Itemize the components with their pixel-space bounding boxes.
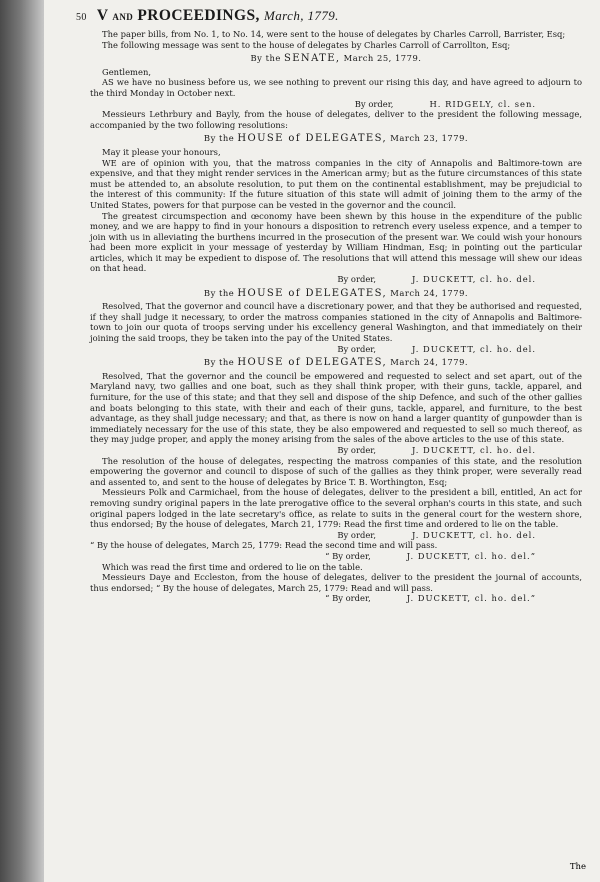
second-reading-line: “ By the house of delegates, March 25, 1779: Read the second time and will pass. (90, 540, 438, 551)
caption-by: By the (203, 287, 235, 298)
resolution-gallies (90, 371, 582, 445)
signer: J. DUCKETT, cl. ho. del.” (406, 593, 536, 604)
running-head-proceedings: PROCEEDINGS, (137, 7, 260, 24)
signer: J. DUCKETT, cl. ho. del. (412, 444, 536, 455)
delegates-salutation: May it please your honours, (102, 146, 221, 157)
resolutions-assented-paragraph: The resolution of the house of delegates, respecting the matross companies of this state, and the resolution empowering the governor and council to dispose of such of the gallies as they think proper, were severally read and assented to, and sent to the house of delegates by Brice T. B. Worthington, Esq; (90, 455, 582, 487)
caption-date: March 24, 1779. (390, 357, 469, 368)
caption-date: March 24, 1779. (390, 287, 469, 298)
senate-caption-date: March 25, 1779. (343, 53, 422, 64)
by-order: By order, (337, 343, 377, 354)
delegates-signature-3 (90, 445, 582, 456)
resolution-body: That the governor and council have a discretionary power, and that they be authorised and requested, if they shall judge it necessary, to order the matross companies stationed in the city of Annapolis and Baltimore-town to join our quota of troops serving under his excellency general Washington, and that immediately on their joining the said troops, they be taken into the pay of the United States. (90, 301, 582, 344)
first-reading-line: Which was read the first time and ordered to lie on the table. (102, 561, 363, 572)
bills-sent-paragraph: The paper bills, from No. 1, to No. 14, were sent to the house of delegates by Charles Carroll, Barrister, Esq; (102, 29, 566, 39)
senate-caption (90, 53, 582, 65)
resolution-matross (90, 301, 582, 343)
caption-house: HOUSE of DELEGATES, (237, 357, 388, 369)
senate-signature (90, 99, 582, 110)
bill-delivered-paragraph: Messieurs Polk and Carmichael, from the house of delegates, deliver to the president a bill, entitled, An act for removing sundry original papers in the late prerogative office to the several orphan's courts in this state, and such original papers lodged in the late secretary's office, as relate to suits in the general court for the western shore, thus endorsed; By the house of delegates, March 21, 1779: Read the first time and ordered to lie on the table. (90, 487, 582, 530)
catchword: The (569, 862, 586, 872)
senate-caption-name: SENATE, (283, 53, 341, 65)
signer: J. DUCKETT, cl. ho. del. (412, 529, 536, 540)
senate-message-body: AS we have no business before us, we see nothing to prevent our rising this day, and have agreed to adjourn to the third Monday in October next. (90, 77, 582, 98)
book-binding-edge (0, 0, 46, 882)
resolved-keyword: Resolved, (102, 301, 143, 312)
bill-signature-1 (90, 530, 582, 541)
caption-house: HOUSE of DELEGATES, (237, 133, 388, 145)
by-order: “ By order, (325, 550, 371, 561)
delegates-signature-1 (90, 274, 582, 285)
by-order: By order, (337, 274, 377, 285)
signer: J. DUCKETT, cl. ho. del.” (406, 550, 536, 561)
senate-salutation: Gentlemen, (102, 66, 151, 77)
caption-by: By the (203, 133, 235, 144)
running-head-votes: V (96, 7, 109, 24)
running-head (76, 6, 582, 28)
resolution-body: That the governor and the council be empowered and requested to select and set apart, out of the Maryland navy, two gallies and one boat, such as they shall think proper, with their guns, tackle, apparel, and furniture, for the use of this state; and that they sell and dispose of the ship Defence, and such of the other gallies and boats belonging to this state, with their and each of their guns, tackle, apparel, and furniture, to the best advantage, as they shall judge necessary; and that, as there is now on hand a larger quantity of gunpowder than is immediately necessary for the use of this state, they be also empowered and requested to sell so much thereof, as they may judge proper, and apply the money arising from the sales of the above articles to the use of this state. (90, 370, 582, 445)
page-content (76, 6, 582, 604)
caption-date: March 23, 1779. (390, 133, 469, 144)
message-sent-paragraph: The following message was sent to the house of delegates by Charles Carroll of Carrollton, Esq; (102, 39, 511, 50)
delegates-caption-march24-b (90, 357, 582, 369)
resolved-keyword: Resolved, (102, 370, 143, 381)
senate-caption-by: By the (250, 53, 281, 64)
delegates-caption-march24-a (90, 288, 582, 300)
caption-house: HOUSE of DELEGATES, (237, 287, 388, 299)
delegates-message-para1: WE are of opinion with you, that the matross companies in the city of Annapolis and Baltimore-town are expensive, and that they might render services in the American army; but as the future circumstances of this state must be attended to, an absolute resolution, to put them on the continental establishment, may be prejudicial to the interest of this community: If the future situation of this state will admit of joining them to the army of the United States, powers for that purpose can be vested in the governor and the council. (90, 157, 582, 210)
senate-signer: H. RIDGELY, cl. sen. (429, 98, 536, 109)
journal-page (44, 0, 600, 882)
by-order: By order, (337, 444, 377, 455)
senate-by-order: By order, (354, 98, 394, 109)
delegates-caption-march23 (90, 133, 582, 145)
journal-signature (90, 593, 582, 604)
delegates-signature-2 (90, 344, 582, 355)
page-number: 50 (76, 12, 87, 23)
signer: J. DUCKETT, cl. ho. del. (412, 343, 536, 354)
caption-by: By the (203, 357, 235, 368)
by-order: By order, (337, 529, 377, 540)
journal-delivered-paragraph: Messieurs Daye and Eccleston, from the house of delegates, deliver to the president the journal of accounts, thus endorsed; “ By the house of delegates, March 25, 1779: Read and will pass. (90, 572, 582, 593)
delegates-message-para2: The greatest circumspection and œconomy have been shewn by this house in the expenditure of the public money, and we are happy to find in your honours a disposition to retrench every useless expence, and a temper to join with us in alleviating the burthens incurred in the prosecution of the present war. We could wish your honours had been more explicit in your message of yesterday by William Hindman, Esq; in pointing out the particular articles, which it may be expedient to dispose of. The resolutions that will attend this message will shew our ideas on that head. (90, 210, 582, 274)
signer: J. DUCKETT, cl. ho. del. (412, 274, 536, 285)
running-head-and: AND (112, 12, 134, 22)
by-order: “ By order, (325, 593, 371, 604)
messenger-paragraph: Messieurs Lethrbury and Bayly, from the house of delegates, deliver to the president the following message, accompanied by the two following resolutions: (90, 109, 582, 130)
running-head-date: March, 1779. (264, 8, 339, 23)
bill-signature-2 (90, 551, 582, 562)
